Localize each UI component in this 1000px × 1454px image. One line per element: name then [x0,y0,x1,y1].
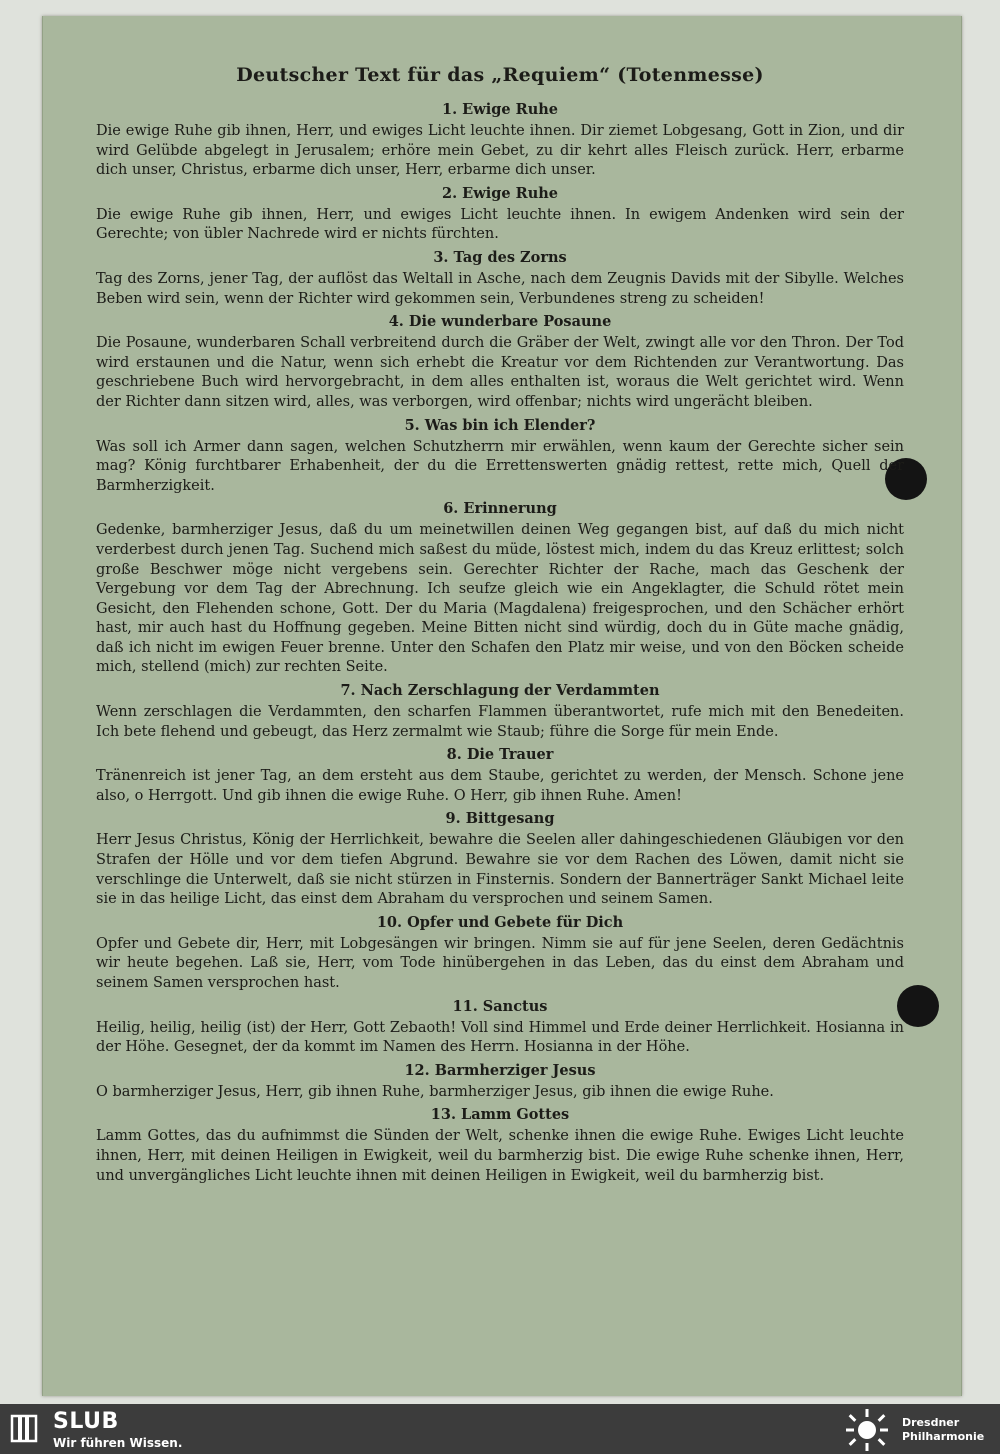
section [96,499,904,678]
section-text: O barmherziger Jesus, Herr, gib ihnen Ruhe, barmherziger Jesus, gib ihnen die ewige Ruhe. [96,1083,774,1100]
section [96,1105,904,1186]
section [96,745,904,806]
sections-list [96,100,904,1186]
section-heading: 12. Barmherziger Jesus [404,1061,596,1079]
section-text: Opfer und Gebete dir, Herr, mit Lobgesängen wir bringen. Nimm sie auf für jene Seelen, deren Gedächtnis wir heute begehen. Laß sie, Herr, vom Tode hinübergehen in das Leben, das du einst dem Abraham und seinem Samen versprochen hast. [96,935,904,991]
section-heading: 4. Die wunderbare Posaune [388,313,612,331]
section-text: Tränenreich ist jener Tag, an dem ersteht aus dem Staube, gerichtet zu werden, der Mensch. Schone jene also, o Herrgott. Und gib ihnen die ewige Ruhe. O Herr, gib ihnen Ruhe. Amen! [96,768,904,804]
section-heading: 9. Bittgesang [445,810,555,828]
section-heading: 3. Tag des Zorns [433,248,567,266]
section-text: Die ewige Ruhe gib ihnen, Herr, und ewiges Licht leuchte ihnen. In ewigem Andenken wird sein der Gerechte; von übler Nachrede wird er nichts fürchten. [96,206,904,243]
section-heading: 7. Nach Zerschlagung der Verdammten [340,682,660,700]
section-text: Was soll ich Armer dann sagen, welchen Schutzherrn mir erwählen, wenn kaum der Gerechte sicher sein mag? König furchtbarer Erhabenheit, der du die Errettenswerten gnädig rettest, rette mich, Quell der Barmherzigkeit. [96,438,904,494]
document-body [96,64,904,1189]
section-text: Herr Jesus Christus, König der Herrlichkeit, bewahre die Seelen aller dahingeschiedenen Gläubigen vor den Strafen der Hölle und vor dem tiefen Abgrund. Bewahre sie vor dem Rachen des Löwen, damit nicht sie verschlinge die Unterwelt, daß sie nicht stürzen in Finsternis. Sondern der Bannerträger Sankt Michael leite sie in das heilige Licht, das einst dem Abraham du versprochen und seinem Samen. [96,832,904,908]
section-text: Heilig, heilig, heilig (ist) der Herr, Gott Zebaoth! Voll sind Himmel und Erde deiner Herrlichkeit. Hosianna in der Höhe. Gesegnet, der da kommt im Namen des Herrn. Hosianna in der Höhe. [96,1019,904,1056]
section-heading: 1. Ewige Ruhe [442,101,558,118]
section-text: Lamm Gottes, das du aufnimmst die Sünden der Welt, schenke ihnen die ewige Ruhe. Ewiges Licht leuchte ihnen, Herr, mit deinen Heiligen in Ewigkeit, weil du barmherzig bist. Die ewige Ruhe schenke ihnen, Herr, und unvergängliches Licht leuchte ihnen mit deinen Heiligen in Ewigkeit, weil du barmherzig bist. [96,1128,904,1184]
section-heading: 10. Opfer und Gebete für Dich [376,913,624,931]
section-text: Wenn zerschlagen die Verdammten, den scharfen Flammen überantwortet, rufe mich mit den Benedeiten. Ich bete flehend und gebeugt, das Herz zermalmt wie Staub; führe die Sorge für mein Ende. [96,704,904,740]
section [96,997,904,1058]
partner-name-line1: Dresdner [902,1416,960,1429]
section-text: Gedenke, barmherziger Jesus, daß du um meinetwillen deinen Weg gegangen bist, auf daß du mich nicht verderbest durch jenen Tag. Suchend mich saßest du müde, löstest mich, indem du das Kreuz erlittest; solch große Beschwer möge nicht vergebens sein. Gerechter Richter der Rache, mach das Geschenk der Vergebung vor dem Tag der Abrechnung. Ich seufze gleich wie ein Angeklagter, die Schuld rötet mein Gesicht, den Flehenden schone, Gott. Der du Maria (Magdalena) freigesprochen, und den Schächer erhört hast, mir auch hast du Hoffnung gegeben. Meine Bitten nicht sind würdig, doch du in Güte mache gnädig, daß ich nicht im ewigen Feuer brenne. Unter den Schafen den Platz mir weise, und von den Böcken scheide mich, stellend (mich) zur rechten Seite. [96,522,904,676]
section-heading: 11. Sanctus [452,997,548,1015]
section-text: Die Posaune, wunderbaren Schall verbreitend durch die Gräber der Welt, zwingt alle vor den Thron. Der Tod wird erstaunen und die Natur, wenn sich erhebt die Kreatur vor dem Richtenden zur Verantwortung. Das geschriebene Buch wird hervorgebracht, in dem alles enthalten ist, woraus die Welt gerichtet wird. Wenn der Richter dann sitzen wird, alles, was verborgen, wird offenbar; nichts wird ungerächt bleiben. [96,335,904,410]
section-heading: 6. Erinnerung [443,500,557,518]
partner-name-line2: Philharmonie [902,1430,985,1443]
section [96,312,904,412]
slub-logo-icon [10,1413,40,1443]
section [96,913,904,994]
section-heading: 13. Lamm Gottes [430,1106,570,1124]
section-text: Tag des Zorns, jener Tag, der auflöst das Weltall in Asche, nach dem Zeugnis Davids mit der Sibylle. Welches Beben wird sein, wenn der Richter wird gekommen sein, Verbundenes streng zu scheiden! [96,270,904,307]
section-heading: 5. Was bin ich Elender? [404,416,596,434]
section [96,100,904,181]
section-heading: 2. Ewige Ruhe [442,184,558,202]
section-text: Die ewige Ruhe gib ihnen, Herr, und ewiges Licht leuchte ihnen. Dir ziemet Lobgesang, Gott in Zion, und dir wird Gelübde abgelegt in Jerusalem; erhöre mein Gebet, zu dir kehrt alles Fleisch zurück. Herr, erbarme dich unser, Christus, erbarme dich unser, Herr, erbarme dich unser. [96,123,904,179]
library-name: SLUB [53,1409,119,1434]
section [96,1061,904,1103]
section-heading: 8. Die Trauer [446,746,554,764]
philharmonie-logo-icon [840,1408,894,1452]
section [96,184,904,245]
document-title: Deutscher Text für das „Requiem“ (Totenmesse) [236,64,764,86]
footer-bar [0,1404,1000,1454]
section [96,248,904,309]
section [96,809,904,909]
section [96,416,904,497]
library-tagline: Wir führen Wissen. [53,1436,183,1450]
section [96,681,904,742]
